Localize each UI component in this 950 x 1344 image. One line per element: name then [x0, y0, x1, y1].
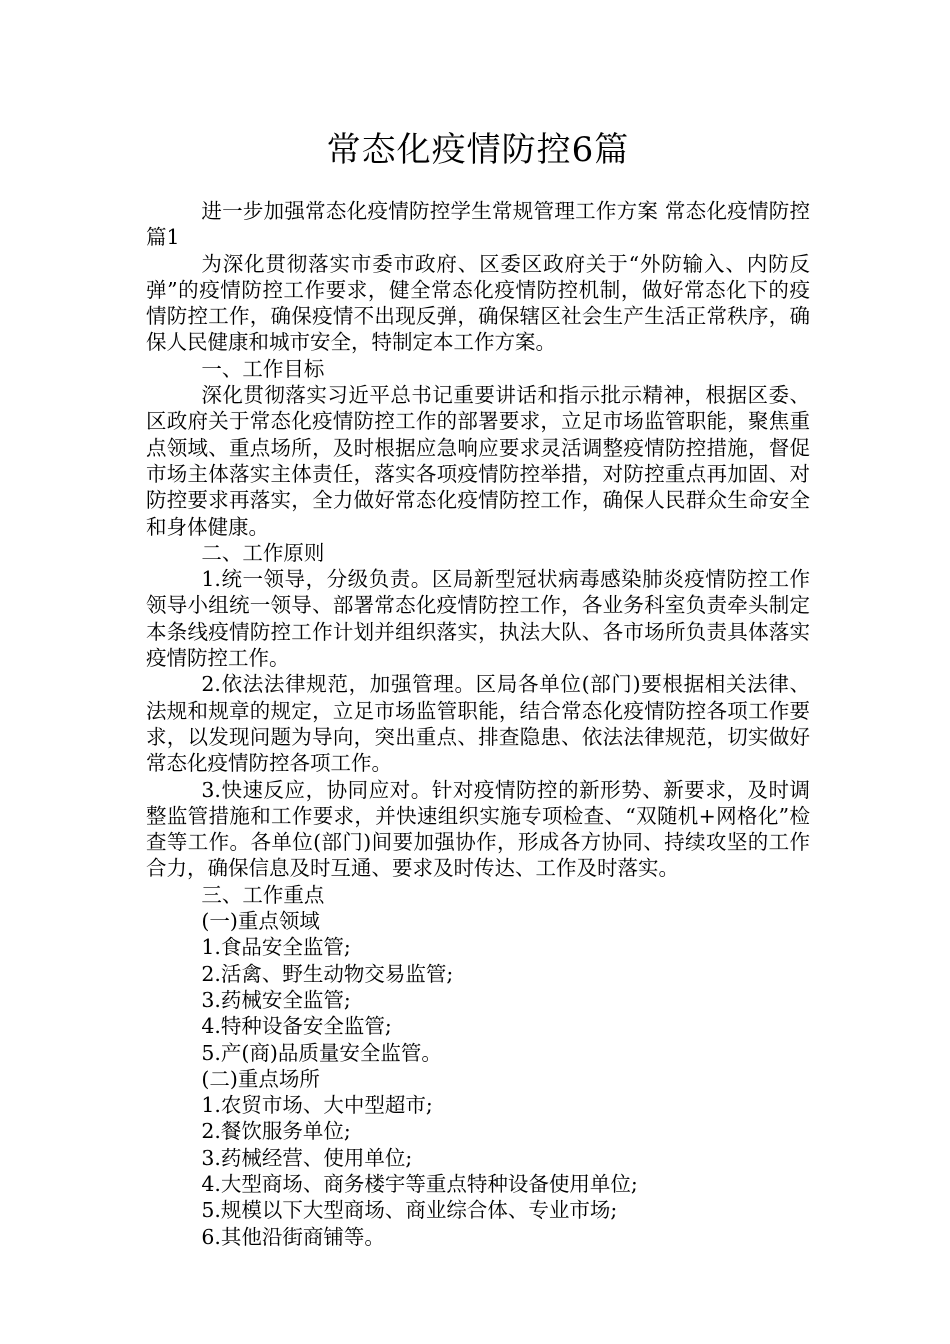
list-item: 1.农贸市场、大中型超市;: [201, 1093, 433, 1118]
section-heading-goals: 一、工作目标: [201, 356, 325, 381]
principle-paragraph-2: 2.依法法律规范，加强管理。区局各单位(部门)要根据相关法律、法规和规章的规定，立足市场监管职能，结合常态化疫情防控各项工作要求，以发现问题为导向，突出重点、排查隐患、依法法律规范，切实做好常态化疫情防控各项工作。: [146, 672, 810, 776]
subsection-heading-key-places: (二)重点场所: [201, 1066, 320, 1091]
principle-paragraph-1: 1.统一领导，分级负责。区局新型冠状病毒感染肺炎疫情防控工作领导小组统一领导、部署常态化疫情防控工作，各业务科室负责牵头制定本条线疫情防控工作计划并组织落实，执法大队、各市场所负责具体落实疫情防控工作。: [146, 567, 810, 671]
list-item: 4.特种设备安全监管;: [201, 1014, 392, 1039]
principle-paragraph-3: 3.快速反应，协同应对。针对疫情防控的新形势、新要求，及时调整监管措施和工作要求，并快速组织实施专项检查、“双随机+网格化”检查等工作。各单位(部门)间要加强协作，形成各方协同、持续攻坚的工作合力，确保信息及时互通、要求及时传达、工作及时落实。: [146, 777, 810, 881]
list-item: 4.大型商场、商务楼宇等重点特种设备使用单位;: [201, 1171, 638, 1196]
list-item: 5.产(商)品质量安全监管。: [201, 1040, 442, 1065]
list-item: 5.规模以下大型商场、商业综合体、专业市场;: [201, 1198, 618, 1223]
intro-paragraph: 为深化贯彻落实市委市政府、区委区政府关于“外防输入、内防反弹”的疫情防控工作要求，健全常态化疫情防控机制，做好常态化下的疫情防控工作，确保疫情不出现反弹，确保辖区社会生产生活正常秩序，确保人民健康和城市安全，特制定本工作方案。: [146, 251, 810, 355]
list-item: 3.药械经营、使用单位;: [201, 1145, 413, 1170]
list-item: 1.食品安全监管;: [201, 935, 351, 960]
list-item: 3.药械安全监管;: [201, 987, 351, 1012]
list-item: 6.其他沿街商铺等。: [201, 1224, 385, 1249]
subsection-heading-key-areas: (一)重点领域: [201, 909, 320, 934]
list-item: 2.活禽、野生动物交易监管;: [201, 961, 454, 986]
section-heading-focus: 三、工作重点: [201, 882, 325, 907]
document-title: 常态化疫情防控6篇: [326, 130, 630, 170]
goals-paragraph: 深化贯彻落实习近平总书记重要讲话和指示批示精神，根据区委、区政府关于常态化疫情防控工作的部署要求，立足市场监管职能，聚焦重点领域、重点场所，及时根据应急响应要求灵活调整疫情防控措施，督促市场主体落实主体责任，落实各项疫情防控举措，对防控重点再加固、对防控要求再落实，全力做好常态化疫情防控工作，确保人民群众生命安全和身体健康。: [146, 383, 810, 539]
document-body: [146, 198, 810, 1250]
list-item: 2.餐饮服务单位;: [201, 1119, 351, 1144]
section-heading-principles: 二、工作原则: [201, 540, 325, 565]
document-subtitle: 进一步加强常态化疫情防控学生常规管理工作方案 常态化疫情防控篇1: [146, 199, 810, 250]
